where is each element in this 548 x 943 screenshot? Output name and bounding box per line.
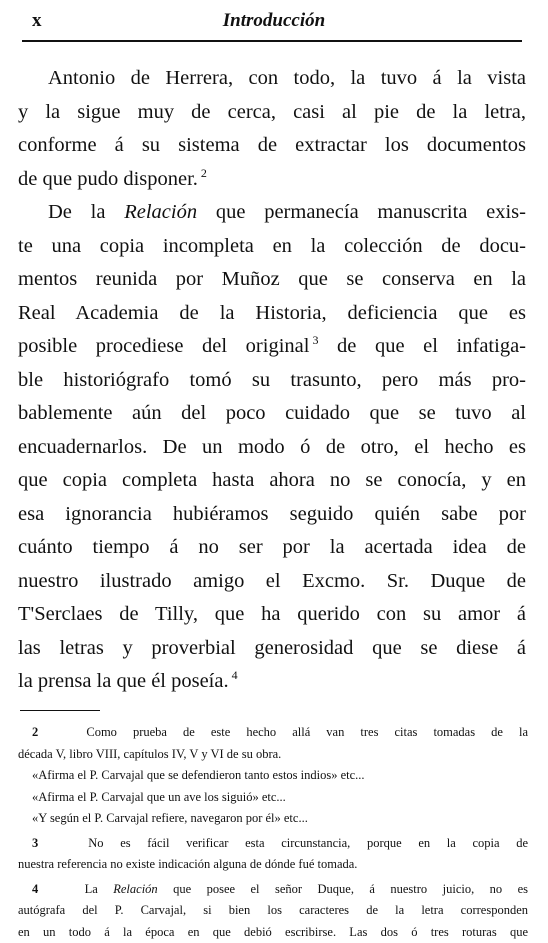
footnote-ref-2: 2 bbox=[198, 166, 207, 180]
text-segment: que permanecía manuscrita exis- bbox=[197, 201, 526, 223]
text-line: nuestro ilustrado amigo el Excmo. Sr. Duque de bbox=[18, 565, 526, 599]
text-segment: de que pudo disponer. bbox=[18, 168, 198, 190]
main-text bbox=[18, 62, 526, 699]
text-line: conforme á su sistema de extractar los documentos bbox=[18, 129, 526, 163]
footnote-line: en un todo á la época en que debió escribirse. Las dos ó tres roturas que bbox=[18, 922, 528, 943]
footnote-line bbox=[18, 879, 528, 901]
footnote-number: 2 bbox=[32, 725, 38, 739]
footnote-line: nuestra referencia no existe indicación alguna de dónde fué tomada. bbox=[18, 854, 528, 876]
text-line: ble historiógrafo tomó su trasunto, pero más pro- bbox=[18, 364, 526, 398]
text-line: que copia completa hasta ahora no se conocía, y en bbox=[18, 464, 526, 498]
text-line: las letras y proverbial generosidad que se diese á bbox=[18, 632, 526, 666]
text-line bbox=[18, 665, 526, 699]
italic-title: Relación bbox=[113, 882, 157, 896]
footnotes bbox=[18, 722, 528, 943]
text-line bbox=[18, 330, 526, 364]
text-line: encuadernarlos. De un modo ó de otro, el hecho es bbox=[18, 431, 526, 465]
text-segment: la prensa la que él poseía. bbox=[18, 670, 229, 692]
text-segment: posible procediese del original bbox=[18, 335, 309, 357]
text-line: te una copia incompleta en la colección de docu- bbox=[18, 230, 526, 264]
footnote-line: autógrafa del P. Carvajal, si bien los caracteres de la letra corresponden bbox=[18, 900, 528, 922]
text-line: y la sigue muy de cerca, casi al pie de la letra, bbox=[18, 96, 526, 130]
text-line: esa ignorancia hubiéramos seguido quién sabe por bbox=[18, 498, 526, 532]
text-segment: De la bbox=[48, 201, 124, 223]
text-line bbox=[18, 196, 526, 230]
text-segment: que posee el señor Duque, á nuestro juicio, no es bbox=[158, 882, 528, 896]
text-line: Antonio de Herrera, con todo, la tuvo á la vista bbox=[18, 62, 526, 96]
footnote-quote: «Y según el P. Carvajal refiere, navegaron por él» etc... bbox=[18, 808, 528, 830]
footnote-quote: «Afirma el P. Carvajal que un ave los siguió» etc... bbox=[18, 787, 528, 809]
text-line: Real Academia de la Historia, deficiencia que es bbox=[18, 297, 526, 331]
footnote-line bbox=[18, 722, 528, 744]
running-header bbox=[22, 10, 526, 38]
text-line: mentos reunida por Muñoz que se conserva en la bbox=[18, 263, 526, 297]
page-number: x bbox=[32, 10, 42, 32]
footnote-ref-3: 3 bbox=[309, 333, 318, 347]
footnote-ref-4: 4 bbox=[229, 668, 238, 682]
running-title: Introducción bbox=[22, 10, 526, 32]
text-segment: Como prueba de este hecho allá van tres citas tomadas de la bbox=[86, 725, 528, 739]
header-rule bbox=[22, 40, 522, 42]
italic-title: Relación bbox=[124, 201, 197, 223]
text-segment: de que el infatiga- bbox=[318, 335, 526, 357]
footnote-line: década V, libro VIII, capítulos IV, V y VI de su obra. bbox=[18, 744, 528, 766]
text-segment: No es fácil verificar esta circunstancia, porque en la copia de bbox=[88, 836, 528, 850]
text-line: cuánto tiempo á no ser por la acertada idea de bbox=[18, 531, 526, 565]
text-line bbox=[18, 163, 526, 197]
text-segment: La bbox=[85, 882, 114, 896]
footnote-number: 3 bbox=[32, 836, 38, 850]
text-line: bablemente aún del poco cuidado que se tuvo al bbox=[18, 397, 526, 431]
footnote-rule bbox=[20, 710, 100, 711]
footnote-line bbox=[18, 833, 528, 855]
text-line: T'Serclaes de Tilly, que ha querido con su amor á bbox=[18, 598, 526, 632]
footnote-quote: «Afirma el P. Carvajal que se defendieron tanto estos indios» etc... bbox=[18, 765, 528, 787]
footnote-number: 4 bbox=[32, 882, 38, 896]
